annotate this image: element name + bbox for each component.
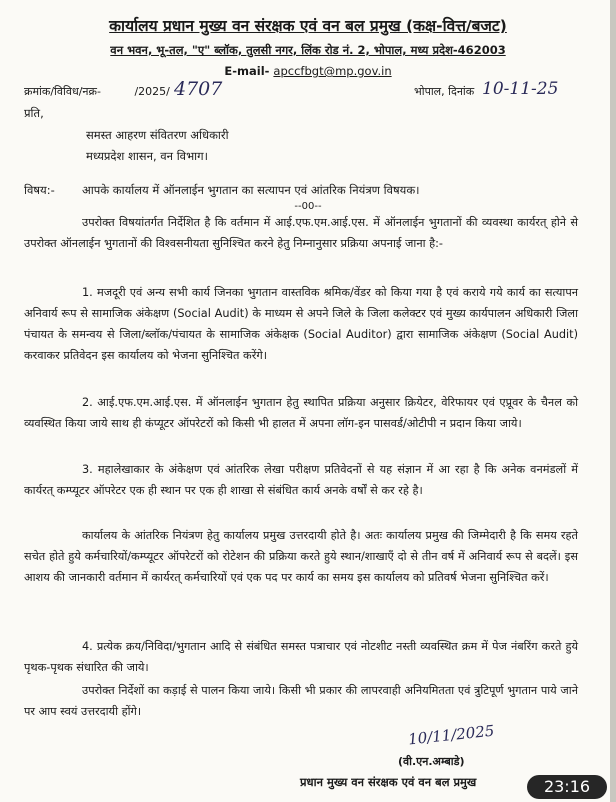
closing-paragraph: उपरोक्त निर्देशों का कड़ाई से पालन किया जाये। किसी भी प्रकार की लापरवाही अनियमितता एवं त्रुटिपूर्ण भुगतान पाये जाने पर आप स्वयं उत्तरदायी होंगे। (24, 684, 578, 718)
reference-row (24, 78, 594, 106)
signatory-name: (वी.एन.अम्बाडे) (398, 755, 465, 768)
point-1-paragraph: 1. मजदूरी एवं अन्य सभी कार्य जिनका भुगतान वास्तविक श्रमिक/वेंडर को किया गया है एवं कराये गये कार्य का सत्यापन अनिवार्य रूप से सामाजिक अंकेक्षण (Social Audit) के माध्यम से अपने जिले के जिला कलेक्टर एवं मुख्य कार्यपालन अधिकारी जिला पंचायत के समन्वय से जिला/ब्लॉक/पंचायत के सामाजिक अंकेक्षक (Social Auditor) द्वारा सामाजिक अंकेक्षण (Social Audit) करवाकर प्रतिवेदन इस कार्यालय को भेजना सुनिश्चित करेंगे। (24, 286, 578, 362)
point-2-paragraph: 2. आई.एफ.एम.आई.एस. में ऑनलाईन भुगतान हेतु स्थापित प्रक्रिया अनुसार क्रियेटर, वेरिफायर एवं एप्रूवर के चैनल को व्यवस्थित किया जाये साथ ही कंप्यूटर ऑपरेटरों को किसी भी हालत में अपना लॉग-इन पासवर्ड/ओटीपी न प्रदान किया जाये। (24, 396, 578, 430)
recipient-line-1: समस्त आहरण संवितरण अधिकारी (86, 128, 229, 142)
intro-paragraph: उपरोक्त विषयांतर्गत निर्देशित है कि वर्तमान में आई.एफ.एम.आई.एस. में ऑनलाईन भुगतानों की व्यवस्था कार्यरत् होने से उपरोक्त ऑनलाईन भुगतानों की विश्वसनीयता सुनिश्चित करने हेतु निम्नानुसार प्रक्रिया अपनाई जाना है:- (24, 216, 578, 250)
subject-line (24, 183, 420, 198)
recipient-line-2: मध्यप्रदेश शासन, वन विभाग। (86, 149, 208, 163)
email-label: E-mail- (224, 64, 270, 78)
reference-number: 4707 (174, 78, 223, 100)
handwritten-signature: 10/11/2025 (407, 721, 496, 749)
signatory-designation: प्रधान मुख्य वन संरक्षक एवं वन बल प्रमुख (300, 775, 477, 789)
divider: --00-- (294, 201, 322, 212)
handwritten-date: 10-11-25 (482, 79, 559, 99)
reference-prefix: क्रमांक/विविध/नक्र- /2025/ (24, 85, 170, 98)
video-time-badge: 23:16 (527, 775, 607, 799)
office-address: वन भवन, भू-तल, "ए" ब्लॉक, तुलसी नगर, लिंक रोड नं. 2, भोपाल, मध्य प्रदेश-462003 (110, 43, 506, 57)
office-title: कार्यालय प्रधान मुख्य वन संरक्षक एवं वन बल प्रमुख (कक्ष-वित्त/बजट) (109, 17, 507, 35)
email-address: apccfbgt@mp.gov.in (273, 64, 392, 78)
rotation-paragraph: कार्यालय के आंतरिक नियंत्रण हेतु कार्यालय प्रमुख उत्तरदायी होते है। अतः कार्यालय प्रमुख की जिम्मेदारी है कि समय रहते सचेत होते हुये कर्मचारियों/कम्प्यूटर ऑपरेटरों को रोटेशन की प्रक्रिया करते हुये स्थान/शाखाएँ दो से तीन वर्ष में अनिवार्य रूप से बदलें। इस आशय की जानकारी वर्तमान में कार्यरत् कर्मचारियों एवं एक पद पर कार्य का समय इस कार्यालय को प्रतिवर्ष भेजना सुनिश्चित करें। (24, 529, 578, 584)
point-3-paragraph: 3. महालेखाकार के अंकेक्षण एवं आंतरिक लेखा परीक्षण प्रतिवेदनों से यह संज्ञान में आ रहा है कि अनेक वनमंडलों में कार्यरत् कम्प्यूटर ऑपरेटर एक ही स्थान पर एक ही शाखा से संबंधित कार्य अनके वर्षों से कर रहे है। (24, 463, 578, 497)
email-line (0, 64, 616, 78)
page-edge-shadow (610, 0, 616, 802)
point-4-paragraph: 4. प्रत्येक क्रय/निविदा/भुगतान आदि से संबंधित समस्त पत्राचार एवं नोटशीट नस्ती व्यवस्थित क्रम में पेज नंबरिंग करते हुये पृथक-पृथक संधारित की जाये। (24, 640, 578, 674)
place-date-label: भोपाल, दिनांक (414, 85, 475, 98)
subject-text: आपके कार्यालय में ऑनलाईन भुगतान का सत्यापन एवं आंतरिक नियंत्रण विषयक। (82, 183, 420, 197)
to-label: प्रति, (24, 106, 44, 120)
subject-label: विषय:- (24, 183, 55, 197)
